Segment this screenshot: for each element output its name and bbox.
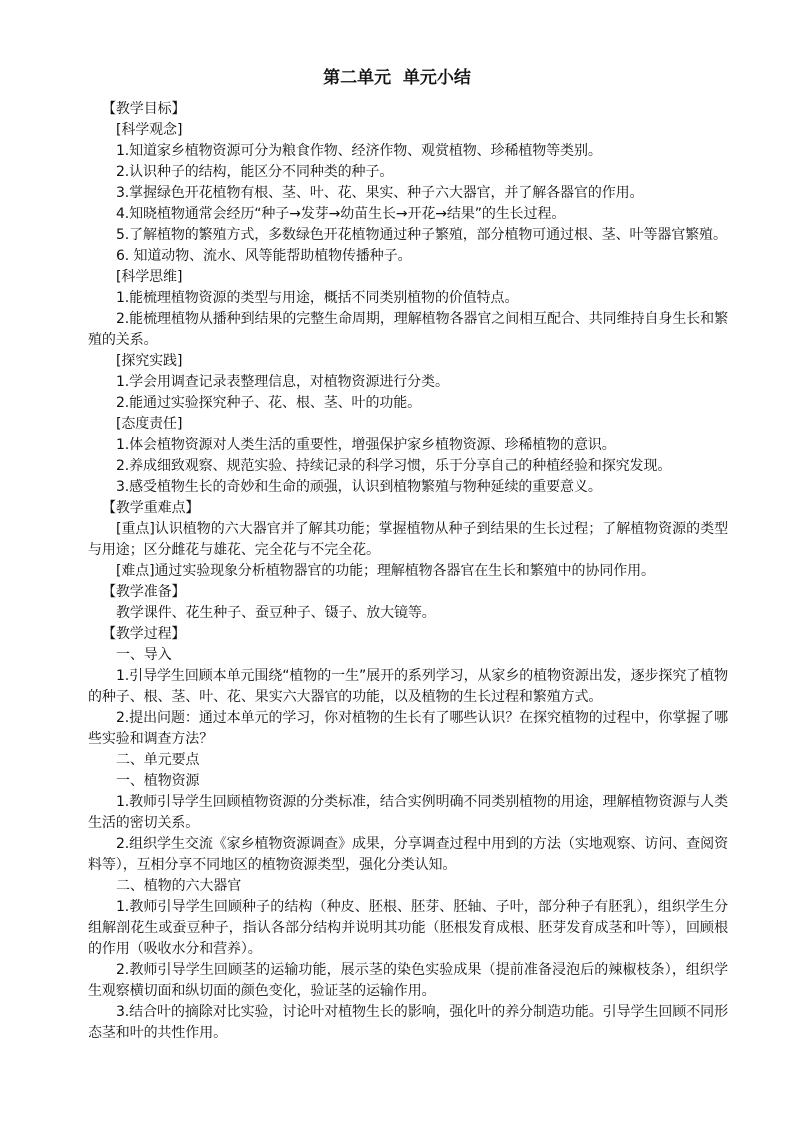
- paragraph: 3.结合叶的摘除对比实验，讨论叶对植物生长的影响，强化叶的养分制造功能。引导学生回顾不同形态茎和叶的共性作用。: [88, 1004, 728, 1041]
- paragraph: 一、植物资源: [116, 773, 200, 789]
- section-heading: 【教学过程】: [102, 626, 186, 642]
- paragraph: 3.感受植物生长的奇妙和生命的顽强，认识到植物繁殖与物种延续的重要意义。: [116, 479, 602, 495]
- paragraph: 3.掌握绿色开花植物有根、茎、叶、花、果实、种子六大器官，并了解各器官的作用。: [116, 185, 644, 201]
- document-body: [88, 99, 728, 1044]
- paragraph: 教学课件、花生种子、蚕豆种子、镊子、放大镜等。: [116, 605, 436, 621]
- paragraph: 1.学会用调查记录表整理信息，对植物资源进行分类。: [116, 374, 449, 390]
- paragraph: [重点]认识植物的六大器官并了解其功能；掌握植物从种子到结果的生长过程；了解植物资源的类型与用途；区分雌花与雄花、完全花与不完全花。: [88, 521, 728, 558]
- paragraph: 5.了解植物的繁殖方式，多数绿色开花植物通过种子繁殖，部分植物可通过根、茎、叶等器官繁殖。: [116, 227, 727, 243]
- paragraph: 1.知道家乡植物资源可分为粮食作物、经济作物、观赏植物、珍稀植物等类别。: [116, 143, 602, 159]
- subsection-heading: [科学思维]: [116, 269, 183, 285]
- paragraph: 1.教师引导学生回顾植物资源的分类标准，结合实例明确不同类别植物的用途，理解植物资源与人类生活的密切关系。: [88, 794, 728, 831]
- subsection-heading: [探究实践]: [116, 353, 183, 369]
- paragraph: 2.养成细致观察、规范实验、持续记录的科学习惯，乐于分享自己的种植经验和探究发现。: [116, 458, 672, 474]
- section-heading: 【教学重难点】: [102, 500, 200, 516]
- paragraph: 2.能梳理植物从播种到结果的完整生命周期，理解植物各器官之间相互配合、共同维持自身生长和繁殖的关系。: [88, 311, 728, 348]
- section-heading: 【教学目标】: [102, 101, 186, 117]
- paragraph: 2.教师引导学生回顾茎的运输功能，展示茎的染色实验成果（提前准备浸泡后的辣椒枝条），组织学生观察横切面和纵切面的颜色变化，验证茎的运输作用。: [88, 962, 728, 999]
- paragraph: 二、单元要点: [116, 752, 200, 768]
- paragraph: 4.知晓植物通常会经历“种子→发芽→幼苗生长→开花→结果”的生长过程。: [116, 206, 566, 222]
- paragraph: 2.能通过实验探究种子、花、根、茎、叶的功能。: [116, 395, 422, 411]
- subsection-heading: [态度责任]: [116, 416, 183, 432]
- subsection-heading: [科学观念]: [116, 122, 183, 138]
- paragraph: 1.引导学生回顾本单元围绕“植物的一生”展开的系列学习，从家乡的植物资源出发，逐步探究了植物的种子、根、茎、叶、花、果实六大器官的功能，以及植物的生长过程和繁殖方式。: [88, 668, 728, 705]
- paragraph: 1.能梳理植物资源的类型与用途，概括不同类别植物的价值特点。: [116, 290, 519, 306]
- paragraph: 2.提出问题：通过本单元的学习，你对植物的生长有了哪些认识？在探究植物的过程中，你掌握了哪些实验和调查方法？: [88, 710, 728, 747]
- page-title: 第二单元 单元小结: [323, 68, 471, 88]
- paragraph: 二、植物的六大器官: [116, 878, 242, 894]
- section-heading: 【教学准备】: [102, 584, 186, 600]
- paragraph: [难点]通过实验现象分析植物器官的功能；理解植物各器官在生长和繁殖中的协同作用。: [116, 563, 655, 579]
- paragraph: 一、导入: [116, 647, 172, 663]
- paragraph: 6. 知道动物、流水、风等能帮助植物传播种子。: [116, 248, 412, 264]
- paragraph: 2.组织学生交流《家乡植物资源调查》成果，分享调查过程中用到的方法（实地观察、访问、查阅资料等），互相分享不同地区的植物资源类型，强化分类认知。: [88, 836, 728, 873]
- paragraph: 2.认识种子的结构，能区分不同种类的种子。: [116, 164, 394, 180]
- paragraph: 1.体会植物资源对人类生活的重要性，增强保护家乡植物资源、珍稀植物的意识。: [116, 437, 616, 453]
- paragraph: 1.教师引导学生回顾种子的结构（种皮、胚根、胚芽、胚轴、子叶，部分种子有胚乳），组织学生分组解剖花生或蚕豆种子，指认各部分结构并说明其功能（胚根发育成根、胚芽发育成茎和叶等），回顾根的作用（吸收水分和营养）。: [88, 899, 728, 957]
